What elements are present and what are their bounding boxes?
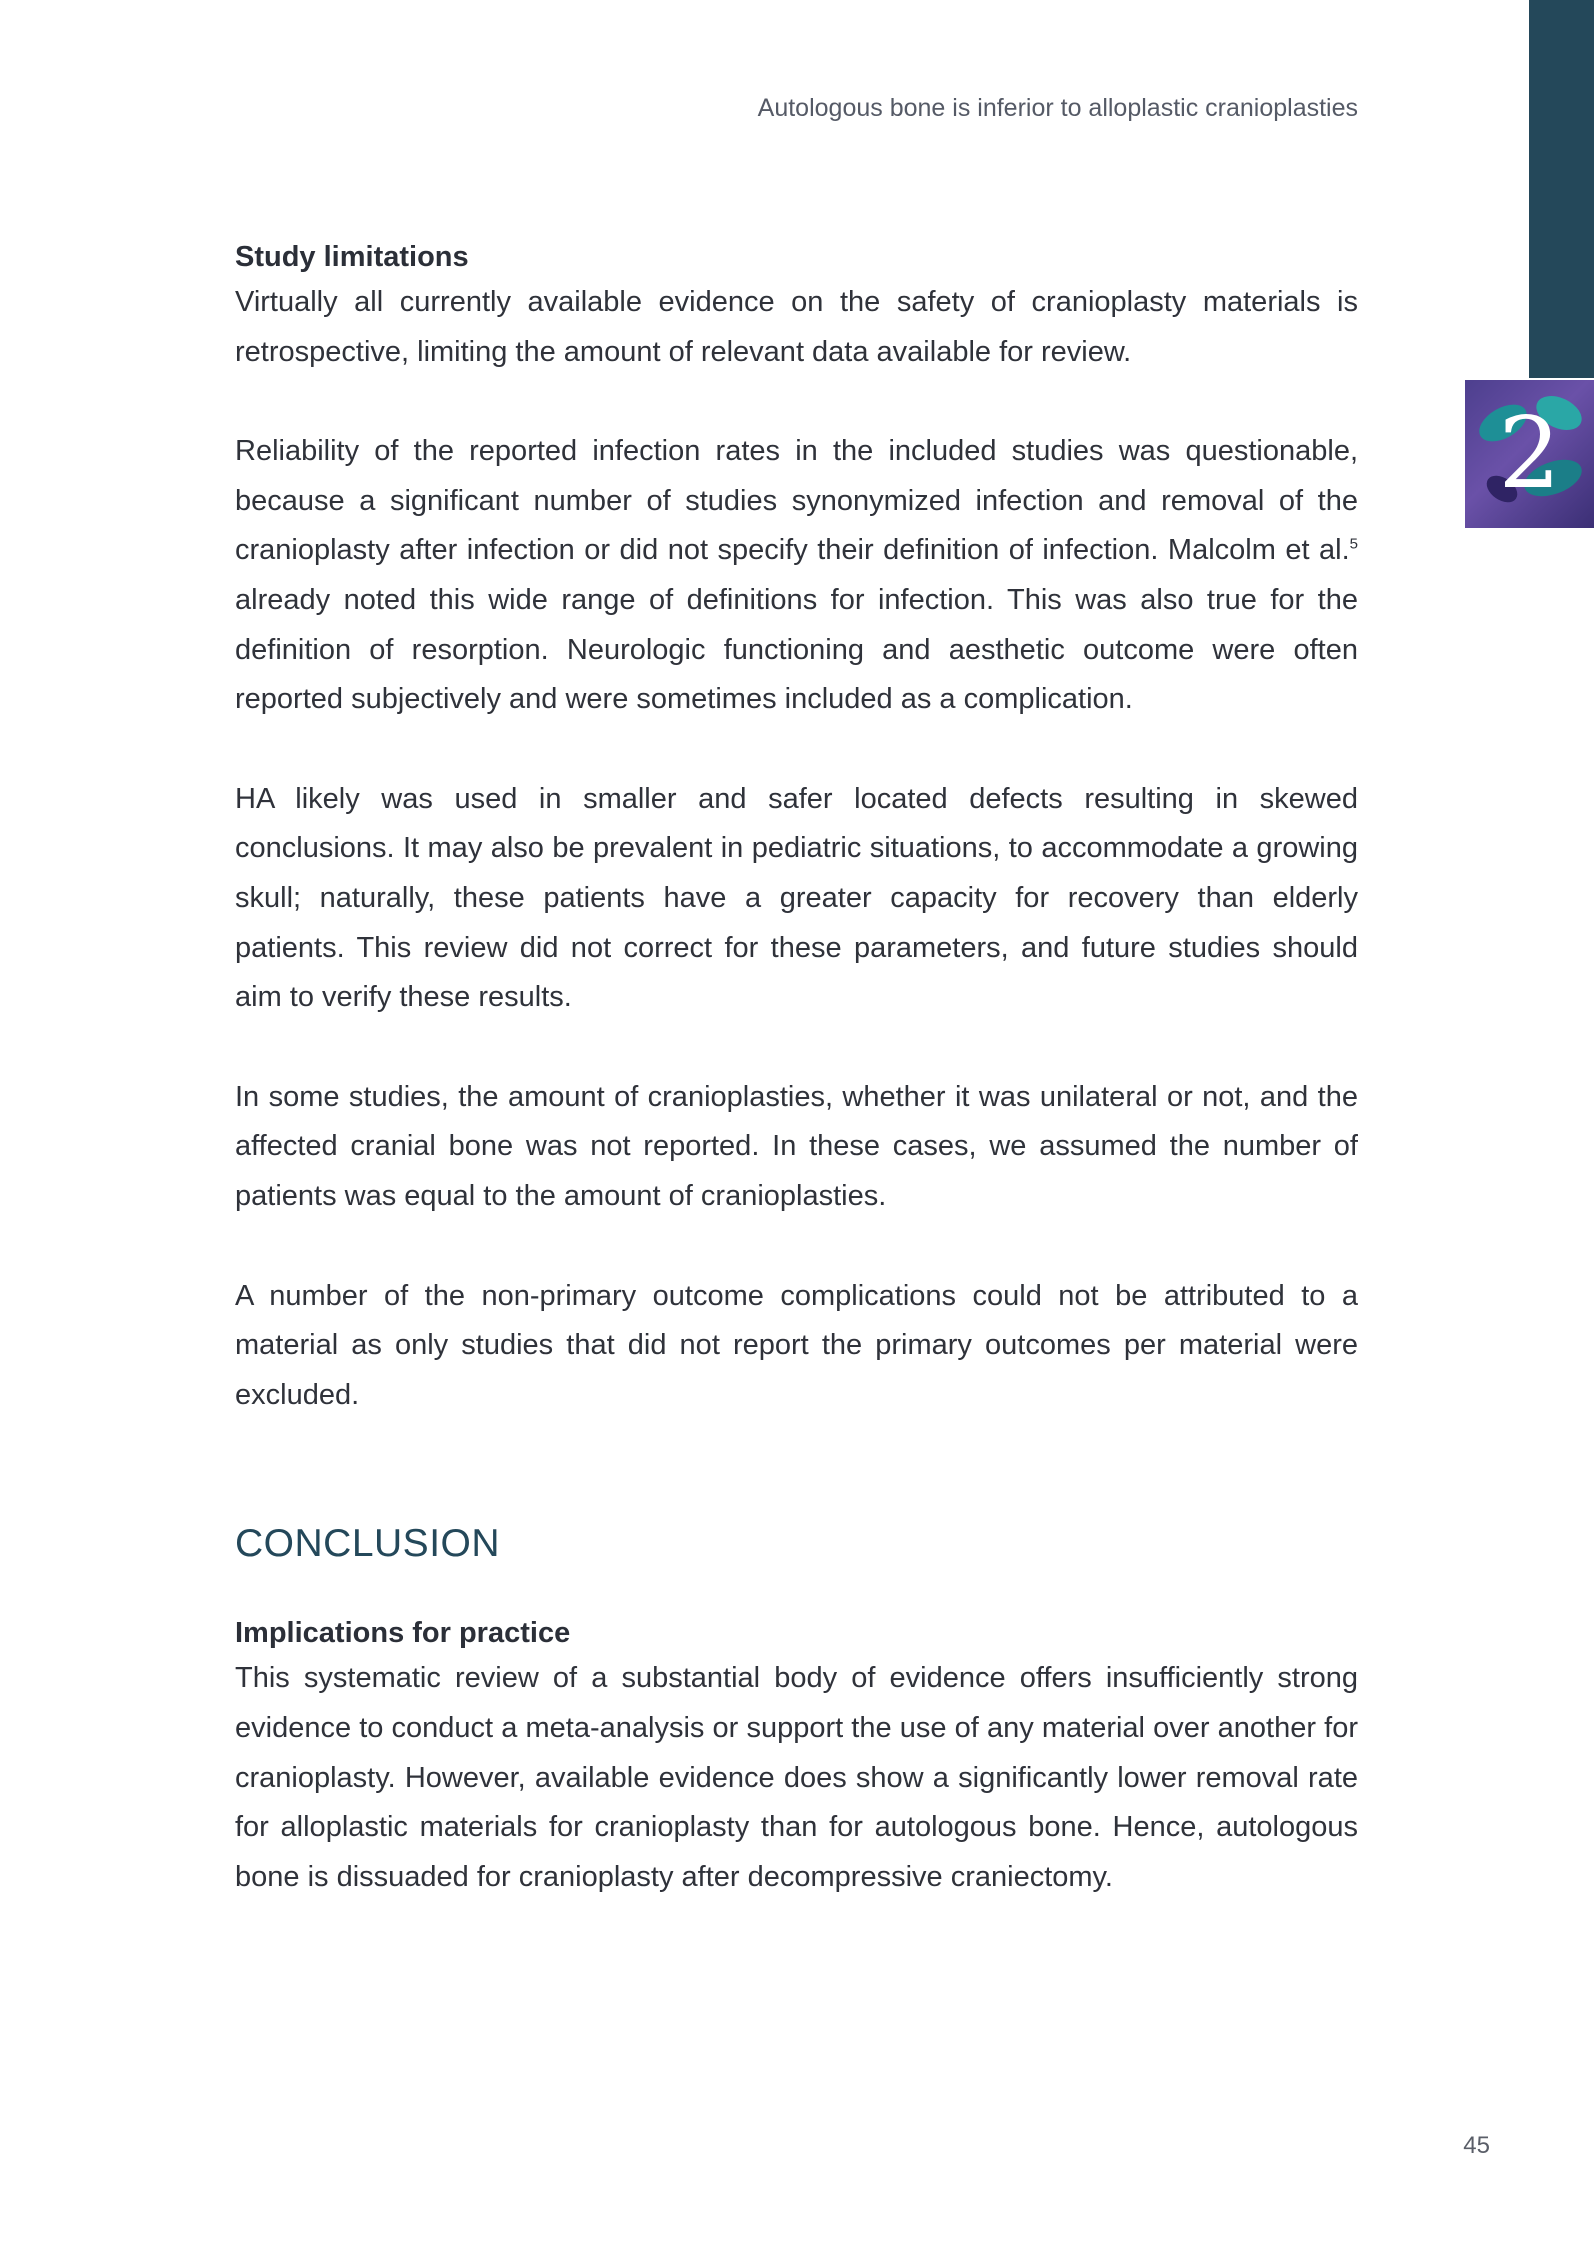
running-header: Autologous bone is inferior to alloplastic cranioplasties [757,94,1358,122]
chapter-color-bar [1529,0,1594,378]
chapter-number: 2 [1498,397,1561,511]
paragraph-text: already noted this wide range of definitions for infection. This was also true for the definition of resorption. Neurologic functioning and aesthetic outcome were often reported subjectively and were sometimes included as a complication. [235,584,1358,716]
page-content [235,236,1358,1902]
section-heading-conclusion: CONCLUSION [235,1522,501,1566]
paragraph: HA likely was used in smaller and safer located defects resulting in skewed conclusions. It may also be prevalent in pediatric situations, to accommodate a growing skull; naturally, these patients have a greater capacity for recovery than elderly patients. This review did not correct for these parameters, and future studies should aim to verify these results. [235,782,1358,1014]
paragraph: This systematic review of a substantial body of evidence offers insufficiently strong evidence to conduct a meta-analysis or support the use of any material over another for cranioplasty. However, available evidence does show a significantly lower removal rate for alloplastic materials for cranioplasty than for autologous bone. Hence, autologous bone is dissuaded for cranioplasty after decompressive craniectomy. [235,1662,1358,1893]
paragraph-text: Reliability of the reported infection rates in the included studies was questionable, because a significant number of studies synonymized infection and removal of the cranioplasty after infection or did not specify their definition of infection. Malcolm et al. [235,435,1358,567]
page-number: 45 [1463,2132,1490,2159]
paragraph [235,427,1358,725]
paragraph: In some studies, the amount of cranioplasties, whether it was unilateral or not, and the affected cranial bone was not reported. In these cases, we assumed the number of patients was equal to the amount of cranioplasties. [235,1080,1358,1212]
paragraph: Virtually all currently available evidence on the safety of cranioplasty materials is retrospective, limiting the amount of relevant data available for review. [235,286,1358,368]
section-heading-study-limitations: Study limitations [235,241,469,273]
subsection-heading-implications: Implications for practice [235,1617,571,1650]
reference-marker: 5 [1349,535,1358,553]
paragraph: A number of the non-primary outcome complications could not be attributed to a material as only studies that did not report the primary outcomes per material were excluded. [235,1279,1358,1411]
chapter-tab [1465,380,1594,528]
